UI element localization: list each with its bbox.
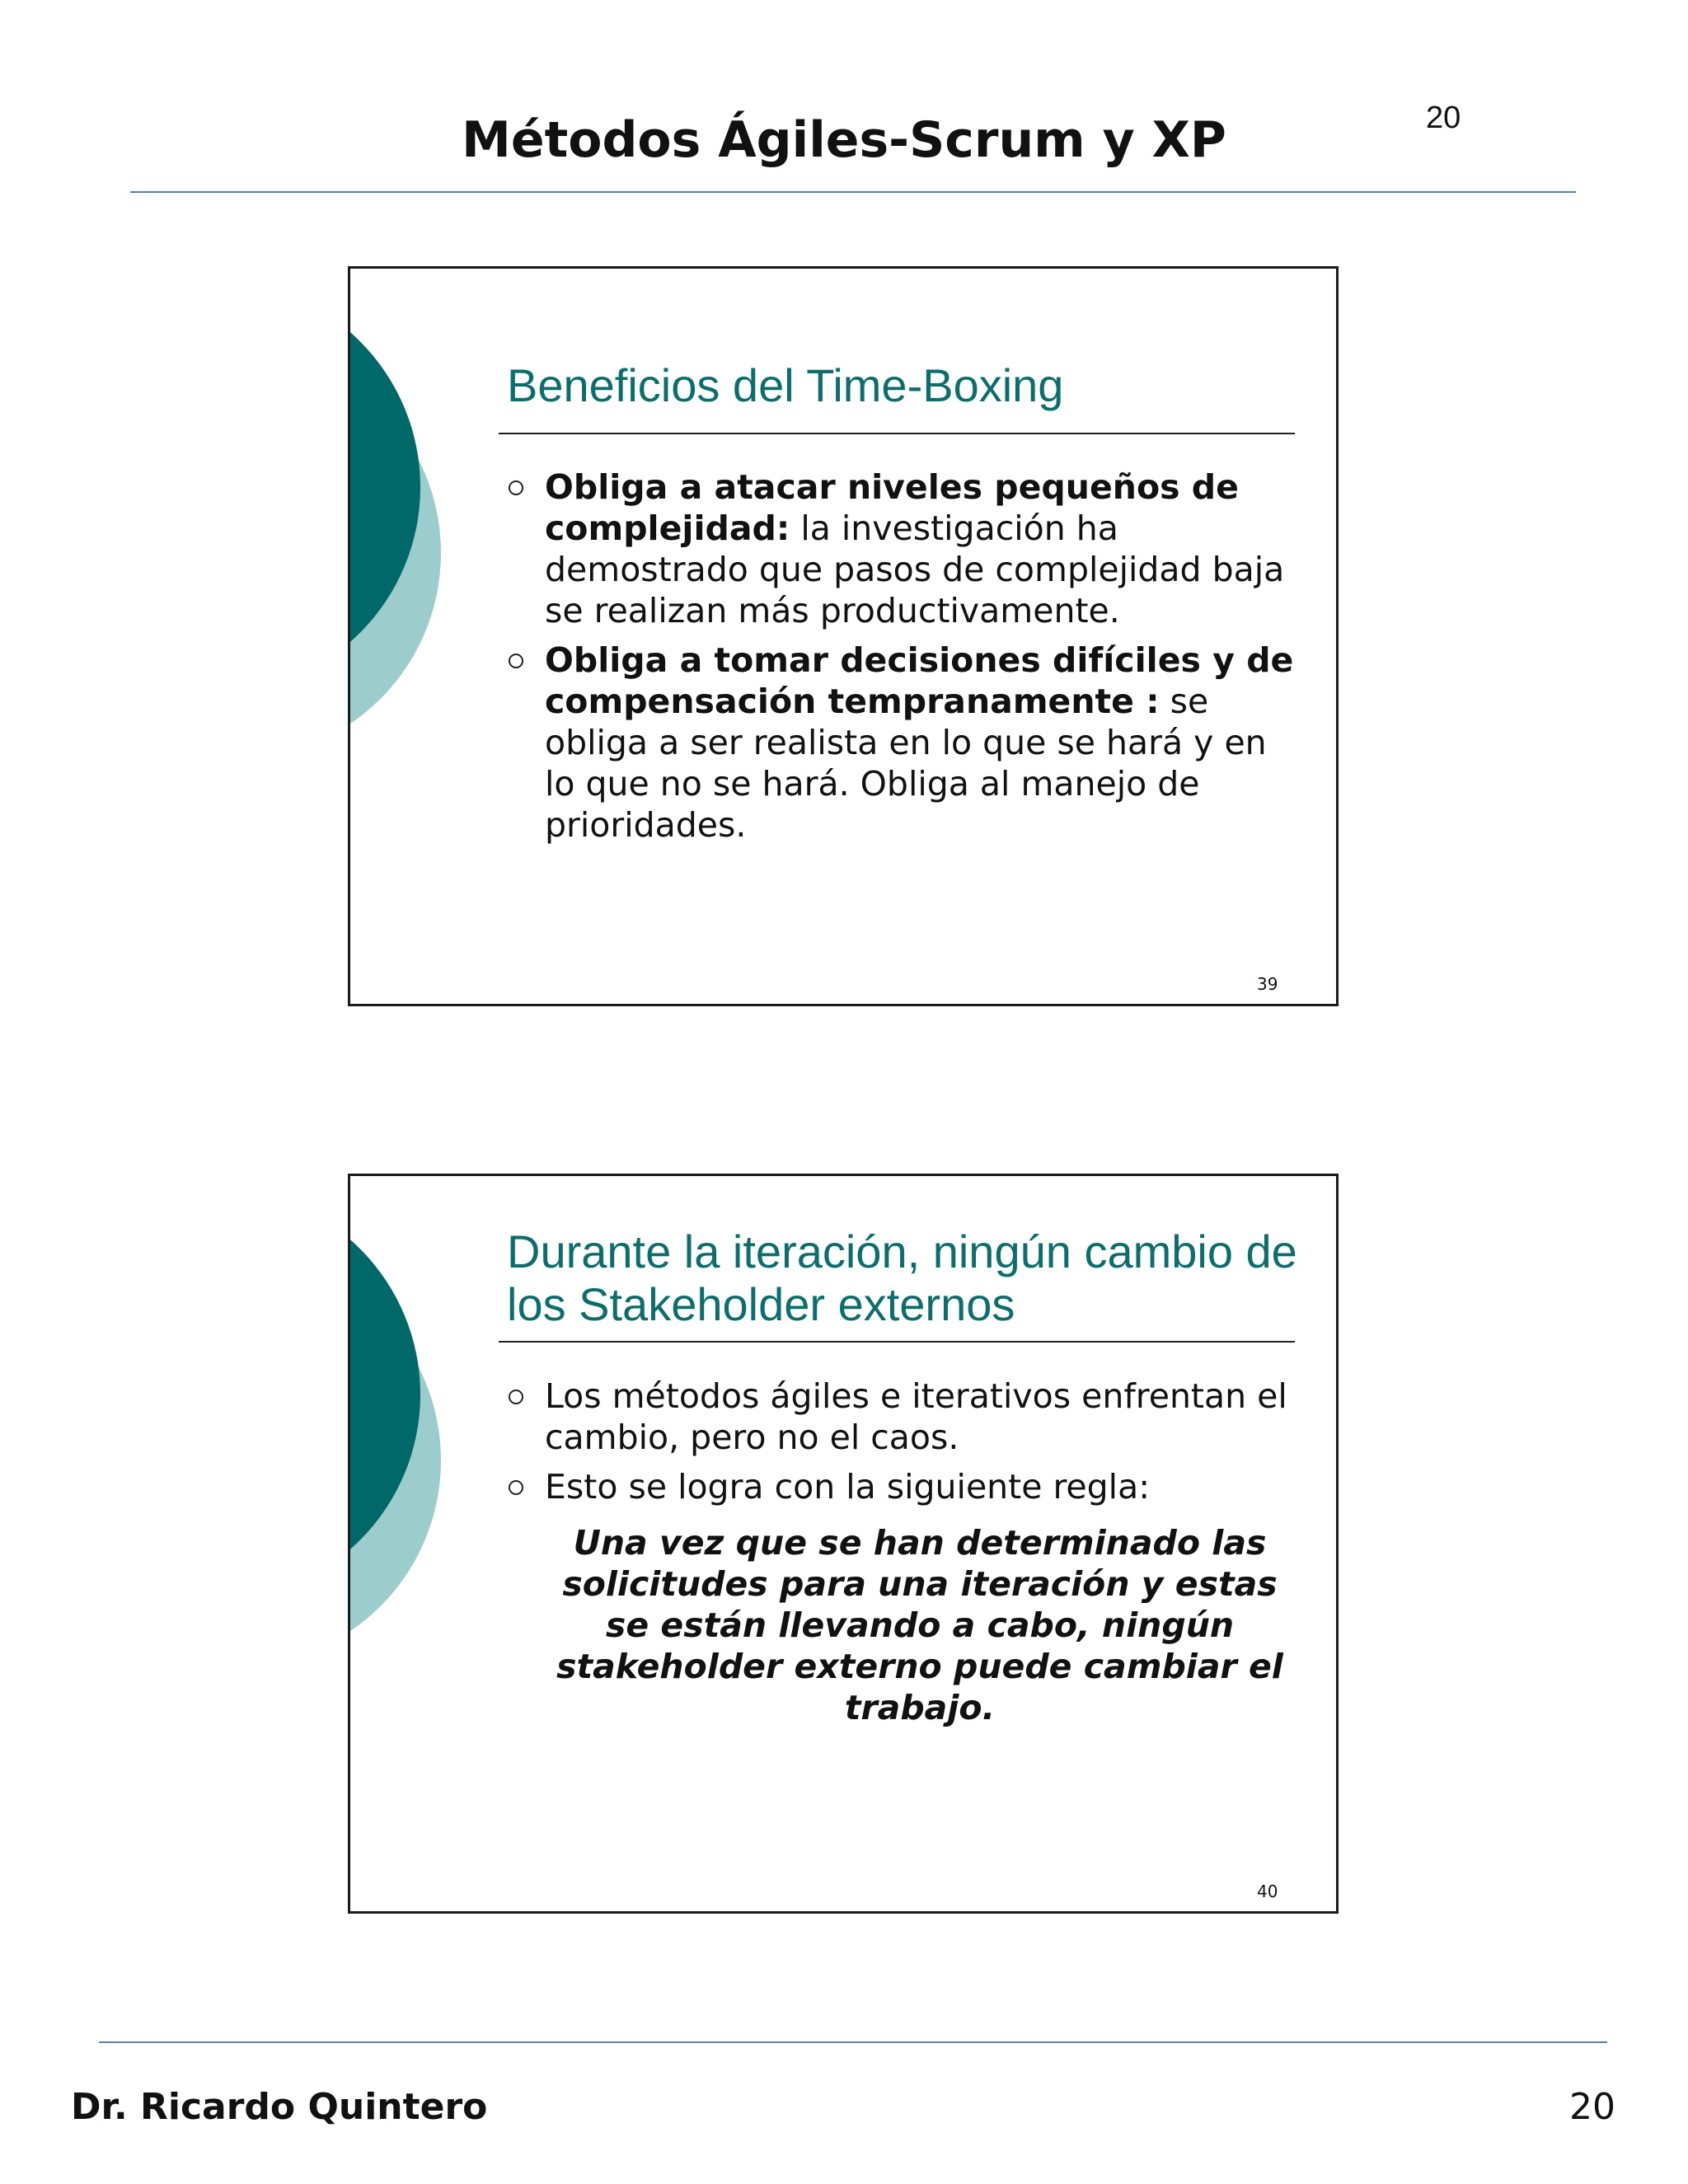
bullet-circle-icon: [509, 654, 523, 668]
highlighted-rule: Una vez que se han determinado las solicitudes para una iteración y estas se están llevando a cabo, ningún stakeholder externo puede cambiar el trabajo.: [556, 1523, 1283, 1727]
footer-author: Dr. Ricardo Quintero: [71, 2086, 488, 2128]
slide-title-divider: [499, 433, 1295, 434]
bullet-list: [507, 466, 1298, 854]
list-item: [507, 1376, 1298, 1458]
list-item: [507, 466, 1298, 631]
page-title: Métodos Ágiles-Scrum y XP: [462, 111, 1226, 169]
footer-page-number: 20: [1569, 2086, 1615, 2128]
header-divider: [130, 191, 1576, 193]
bullet-circle-icon: [509, 1390, 523, 1404]
slide-thumbnail-40: [348, 1174, 1339, 1914]
bullet-list: [507, 1376, 1298, 1516]
footer-divider: [99, 2041, 1607, 2043]
bullet-text: Los métodos ágiles e iterativos enfrentan el cambio, pero no el caos.: [545, 1376, 1287, 1457]
slide-number: 40: [1257, 1882, 1278, 1901]
bullet-text: Esto se logra con la siguiente regla:: [545, 1467, 1151, 1507]
list-item: [507, 640, 1298, 846]
slide-title: Beneficios del Time-Boxing: [507, 359, 1064, 411]
bullet-text: se obliga a ser realista en lo que se hará y en lo que no se hará. Obliga al manejo de prioridades.: [545, 682, 1267, 845]
slide-thumbnail-39: [348, 266, 1339, 1006]
bullet-circle-icon: [509, 1480, 523, 1495]
list-item: [507, 1466, 1298, 1507]
header-page-number: 20: [1426, 101, 1461, 135]
slide-title: Durante la iteración, ningún cambio de los Stakeholder externos: [507, 1226, 1297, 1330]
bullet-bold-text: Obliga a atacar niveles pequeños de complejidad:: [545, 467, 1239, 548]
bullet-bold-text: Obliga a tomar decisiones difíciles y de compensación tempranamente :: [545, 640, 1294, 721]
bullet-circle-icon: [509, 480, 523, 495]
slide-number: 39: [1257, 974, 1278, 994]
slide-title-divider: [499, 1341, 1295, 1343]
bullet-text: la investigación ha demostrado que pasos de complejidad baja se realizan más productivamente.: [545, 509, 1285, 630]
